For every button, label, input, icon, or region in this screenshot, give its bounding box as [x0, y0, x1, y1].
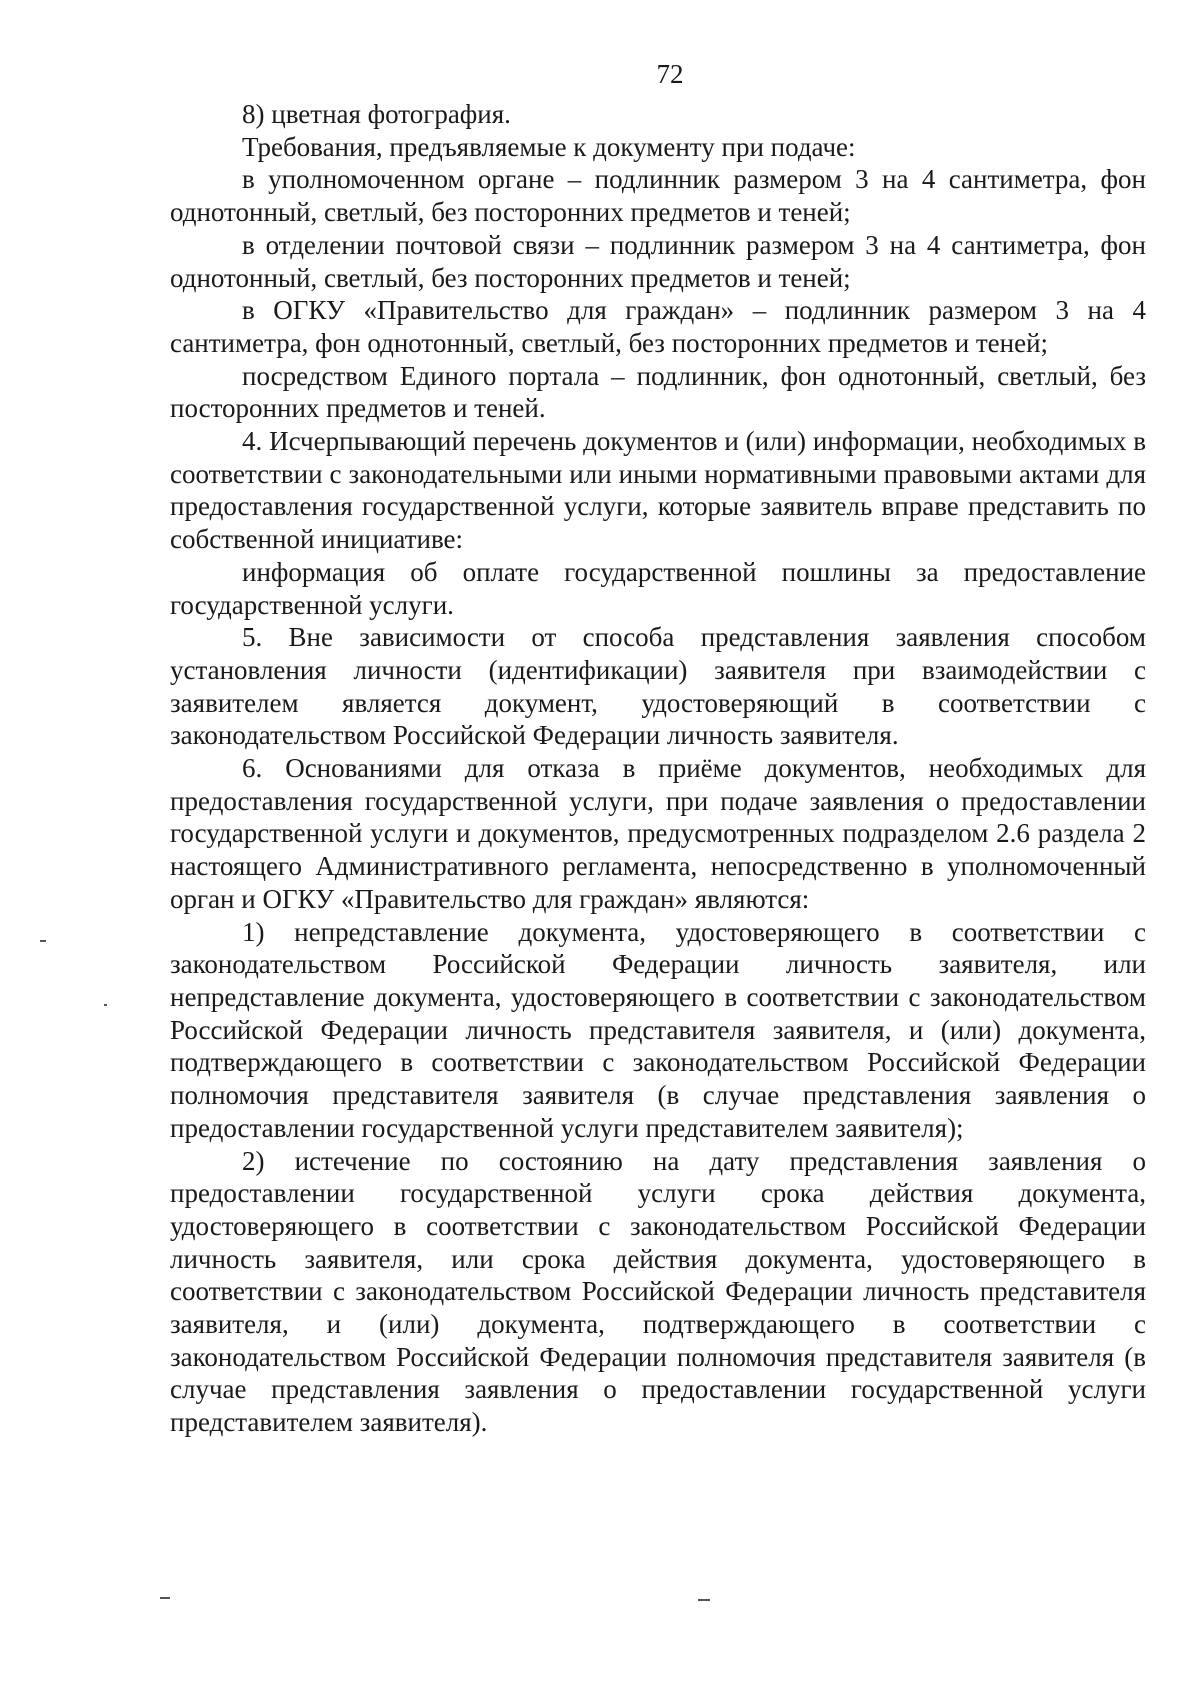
scan-mark-left: [40, 940, 46, 942]
paragraph-item-8-photo: 8) цветная фотография.: [242, 99, 511, 129]
page-number: 72: [656, 59, 684, 89]
scan-mark-left-lower: [104, 1004, 107, 1006]
paragraph-fee-info: информация об оплате государственной пошлины за предоставление государственной услуги.: [170, 556, 1146, 620]
paragraph-authorized-body: в уполномоченном органе – подлинник размером 3 на 4 сантиметра, фон однотонный, светлый, без посторонних предметов и теней;: [170, 164, 1146, 228]
paragraph-photo-requirements: Требования, предъявляемые к документу при подаче:: [242, 131, 856, 162]
paragraph-post-office: в отделении почтовой связи – подлинник размером 3 на 4 сантиметра, фон однотонный, светлый, без посторонних предметов и теней;: [170, 229, 1146, 293]
scan-mark-bottom-center: [698, 1599, 710, 1601]
scan-mark-bottom-left: [160, 1597, 170, 1599]
paragraph-section-6: 6. Основаниями для отказа в приёме документов, необходимых для предоставления государственной услуги, при подаче заявления о предоставлении государственной услуги и документов, предусмотренных подразделом 2.6 раздела 2 настоящего Административного регламента, непосредственно в уполномоченный орган и ОГКУ «Правительство для граждан» являются:: [170, 753, 1146, 914]
document-body: [170, 98, 1146, 1439]
paragraph-item-2: 2) истечение по состоянию на дату представления заявления о предоставлении государственной услуги срока действия документа, удостоверяющего в соответствии с законодательством Российской Федерации личность заявителя, или срока действия документа, удостоверяющего в соответствии с законодательством Российской Федерации личность представителя заявителя, и (или) документа, подтверждающего в соответствии с законодательством Российской Федерации полномочия представителя заявителя (в случае представления заявления о предоставлении государственной услуги представителем заявителя).: [170, 1145, 1146, 1438]
paragraph-section-4: 4. Исчерпывающий перечень документов и (или) информации, необходимых в соответствии с законодательными или иными нормативными правовыми актами для предоставления государственной услуги, которые заявитель вправе представить по собственной инициативе:: [170, 426, 1146, 555]
paragraph-item-1: 1) непредставление документа, удостоверяющего в соответствии с законодательством Российской Федерации личность заявителя, или непредставление документа, удостоверяющего в соответствии с законодательством Российской Федерации личность представителя заявителя, и (или) документа, подтверждающего в соответствии с законодательством Российской Федерации полномочия представителя заявителя (в случае представления заявления о предоставлении государственной услуги представителем заявителя);: [170, 916, 1146, 1143]
paragraph-section-5: 5. Вне зависимости от способа представления заявления способом установления личности (идентификации) заявителя при взаимодействии с заявителем является документ, удостоверяющий в соответствии с законодательством Российской Федерации личность заявителя.: [170, 622, 1146, 751]
paragraph-ogku: в ОГКУ «Правительство для граждан» – подлинник размером 3 на 4 сантиметра, фон однотонный, светлый, без посторонних предметов и теней;: [170, 295, 1146, 358]
paragraph-unified-portal: посредством Единого портала – подлинник, фон однотонный, светлый, без посторонних предметов и теней.: [170, 360, 1146, 424]
